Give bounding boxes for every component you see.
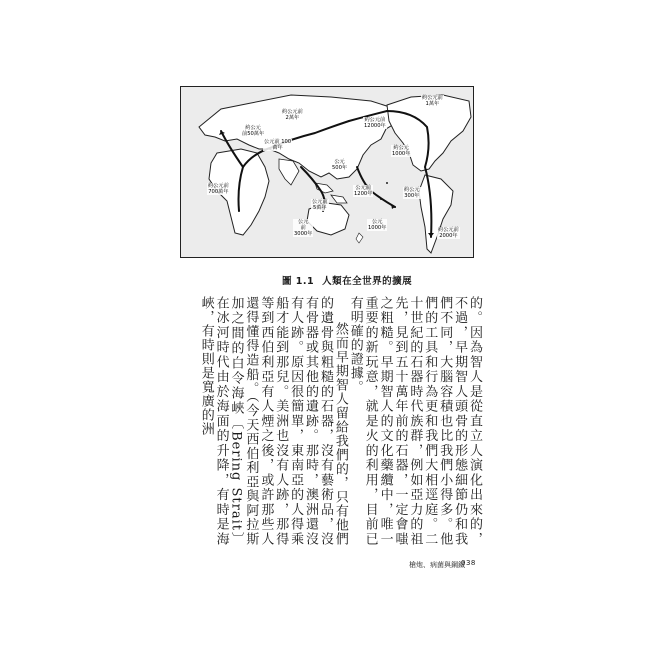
- figure-number: 圖 1.1: [282, 276, 315, 287]
- world-migration-map: [180, 86, 474, 258]
- page-number: 038: [461, 559, 476, 567]
- paragraph: 然而早期智人留給我們的，只有他們的遺骨與粗糙的石器，沒有藝術品，沒有骨器或其他的遺跡。那時，澳洲還沒有人跡。原因很簡單，東南亞的人得乘船才能到那兒。美洲也沒有人跡，那得等到西伯利亞有人煙之後，或許那些人還得懂得造船。（今天西伯利亞與阿拉斯加之間的白令海峽〔Bering Strait〕在冰河時代由於海面的升降，有時是海峽，有時則是寬廣的洲: [198, 296, 348, 546]
- map-drawing: [181, 87, 474, 258]
- map-label: 公元前 100 萬年: [264, 139, 292, 151]
- map-label: 約公元前 12000年: [364, 117, 386, 129]
- map-label: 公元前 1200年: [354, 185, 373, 197]
- running-footer-title: 槍炮、病菌與鋼鐵: [409, 561, 465, 569]
- figure-caption: [282, 273, 412, 287]
- map-label: 約公元 300年: [404, 187, 420, 199]
- map-label: 公元 1000年: [368, 219, 387, 231]
- map-label: 公元前 5萬年: [312, 199, 328, 211]
- figure-title: 人類在全世界的擴展: [322, 276, 413, 287]
- map-label: 約公元前 2000年: [438, 227, 459, 239]
- map-label: 約公元前 1萬年: [422, 95, 443, 107]
- map-label: 約公元前 2萬年: [282, 109, 303, 121]
- body-text: [198, 296, 481, 546]
- map-label: 約公元 1000年: [392, 145, 411, 157]
- map-label: 公元 前 3000年: [294, 219, 313, 237]
- map-label: 約公元前 700萬年: [208, 183, 229, 195]
- map-label: 公元 500年: [332, 159, 348, 171]
- map-label: 約公元 前50萬年: [242, 125, 265, 137]
- paragraph: 的。因為智人是從直立人演化出來的，不過，早期智人頭骨的形態細節仍和我們不同，大腦容積也比我們小得多。他們的工具和行為更和我們大相逕庭。二十世紀的石器時代族群，例如亞力的祖先，見到五十萬年前的石器，一定會嗤之粗糙。早期智人的文化藥纜中，唯一重要的新玩意，就是火的利用，目前已有明確的證據。: [347, 296, 482, 546]
